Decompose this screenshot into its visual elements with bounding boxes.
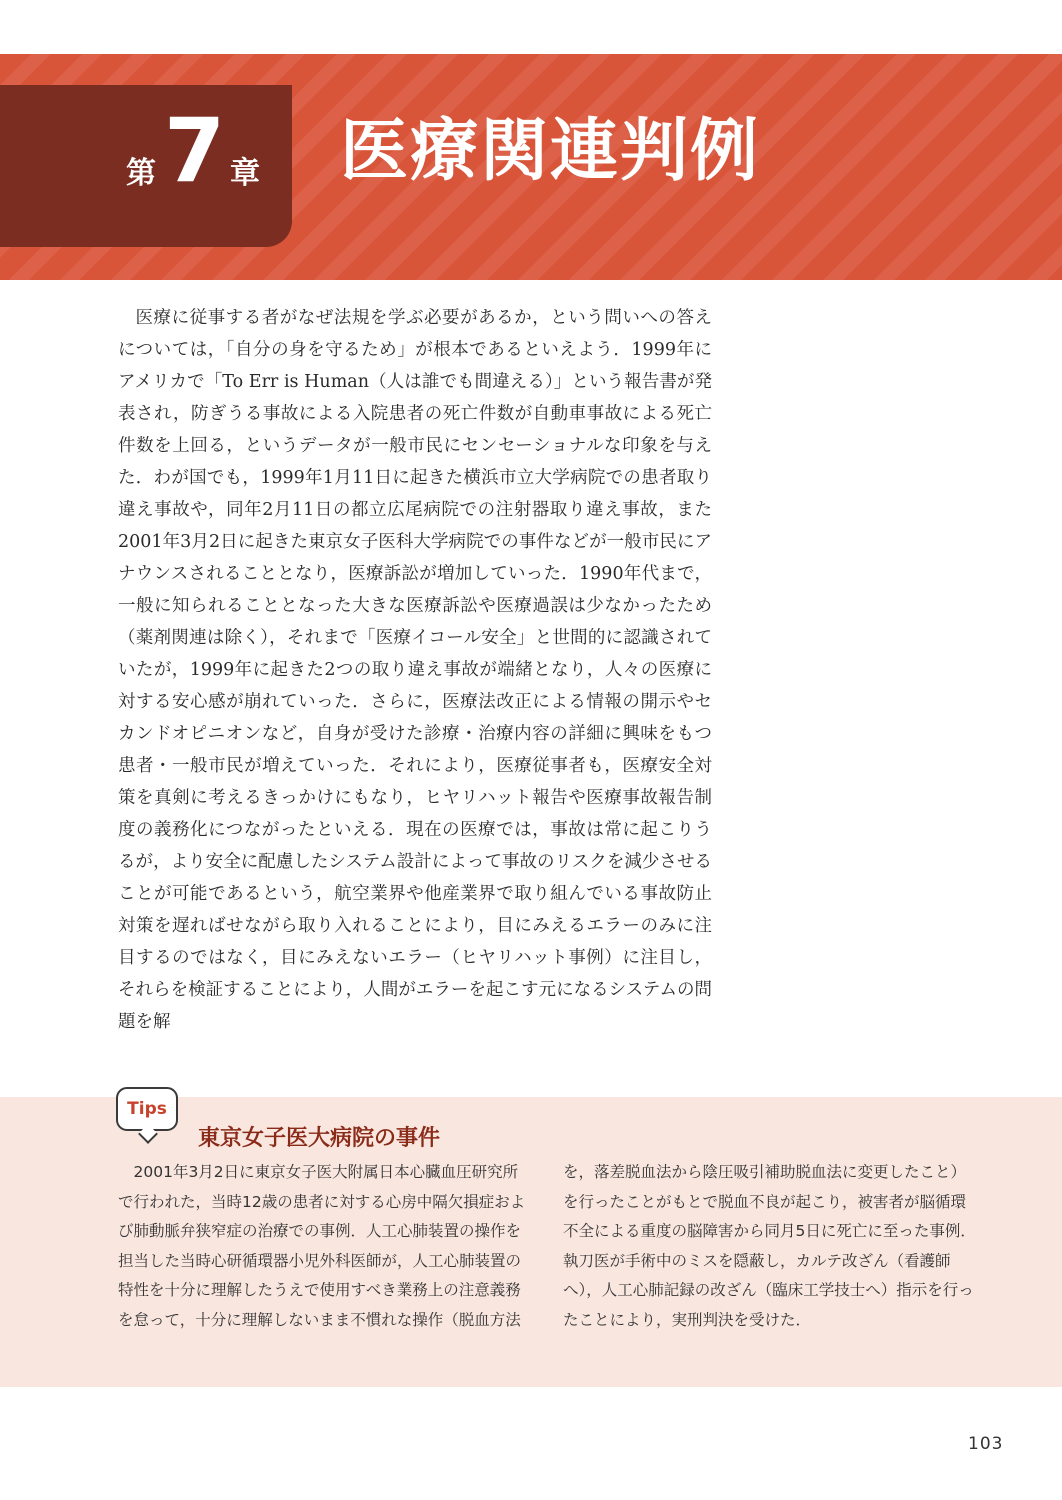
body-paragraph: 医療に従事する者がなぜ法規を学ぶ必要があるか，という問いへの答えについては，「自分の身を守るため」が根本であるといえよう．1999年にアメリカで「To Err is Human（人は誰でも間違える）」という報告書が発表され，防ぎうる事故による入院患者の死亡件数が自動車事故による死亡件数を上回る，というデータが一般市民にセンセーショナルな印象を与えた．わが国でも，1999年1月11日に起きた横浜市立大学病院での患者取り違え事故や，同年2月11日の都立広尾病院での注射器取り違え事故，また2001年3月2日に起きた東京女子医科大学病院での事件などが一般市民にアナウンスされることとなり，医療訴訟が増加していった．1990年代まで，一般に知られることとなった大きな医療訴訟や医療過誤は少なかったため（薬剤関連は除く），それまで「医療イコール安全」と世間的に認識されていたが，1999年に起きた2つの取り違え事故が端緒となり，人々の医療に対する安心感が崩れていった．さらに，医療法改正による情報の開示やセカンドオピニオンなど，自身が受けた診療・治療内容の詳細に興味をもつ患者・一般市民が増えていった．それにより，医療従事者も，医療安全対策を真剣に考えるきっかけにもなり，ヒヤリハット報告や医療事故報告制度の義務化につながったといえる．現在の医療では，事故は常に起こりうるが，より安全に配慮したシステム設計によって事故のリスクを減少させることが可能であるという，航空業界や他産業界で取り組んでいる事故防止対策を遅ればせながら取り入れることにより，目にみえるエラーのみに注目するのではなく，目にみえないエラー（ヒヤリハット事例）に注目し，それらを検証することにより，人間がエラーを起こす元になるシステムの問題を解 (118, 308, 712, 1032)
chapter-number: 7 (164, 99, 226, 202)
chapter-title: 医療関連判例 (340, 112, 761, 191)
tips-speech-bubble-icon: Tips (116, 1087, 178, 1131)
chapter-prefix: 第 (126, 156, 156, 191)
tips-title: 東京女子医大病院の事件 (198, 1126, 441, 1151)
chapter-label-box (0, 85, 292, 247)
chapter-suffix: 章 (230, 156, 260, 191)
page-number: 103 (968, 1434, 1004, 1454)
tips-text: 2001年3月2日に東京女子医大附属日本心臓血圧研究所で行われた，当時12歳の患者に対する心房中隔欠損症および肺動脈弁狭窄症の治療での事例．人工心肺装置の操作を担当した当時心研循環器小児外科医師が，人工心肺装置の特性を十分に理解したうえで使用すべき業務上の注意義務を怠って，十分に理解しないまま不慣れな操作（脱血方法を，落差脱血法から陰圧吸引補助脱血法に変更したこと）を行ったことがもとで脱血不良が起こり，被害者が脳循環不全による重度の脳障害から同月5日に死亡に至った事例．執刀医が手術中のミスを隠蔽し，カルテ改ざん（看護師へ），人工心肺記録の改ざん（臨床工学技士へ）指示を行ったことにより，実刑判決を受けた． (118, 1163, 976, 1329)
